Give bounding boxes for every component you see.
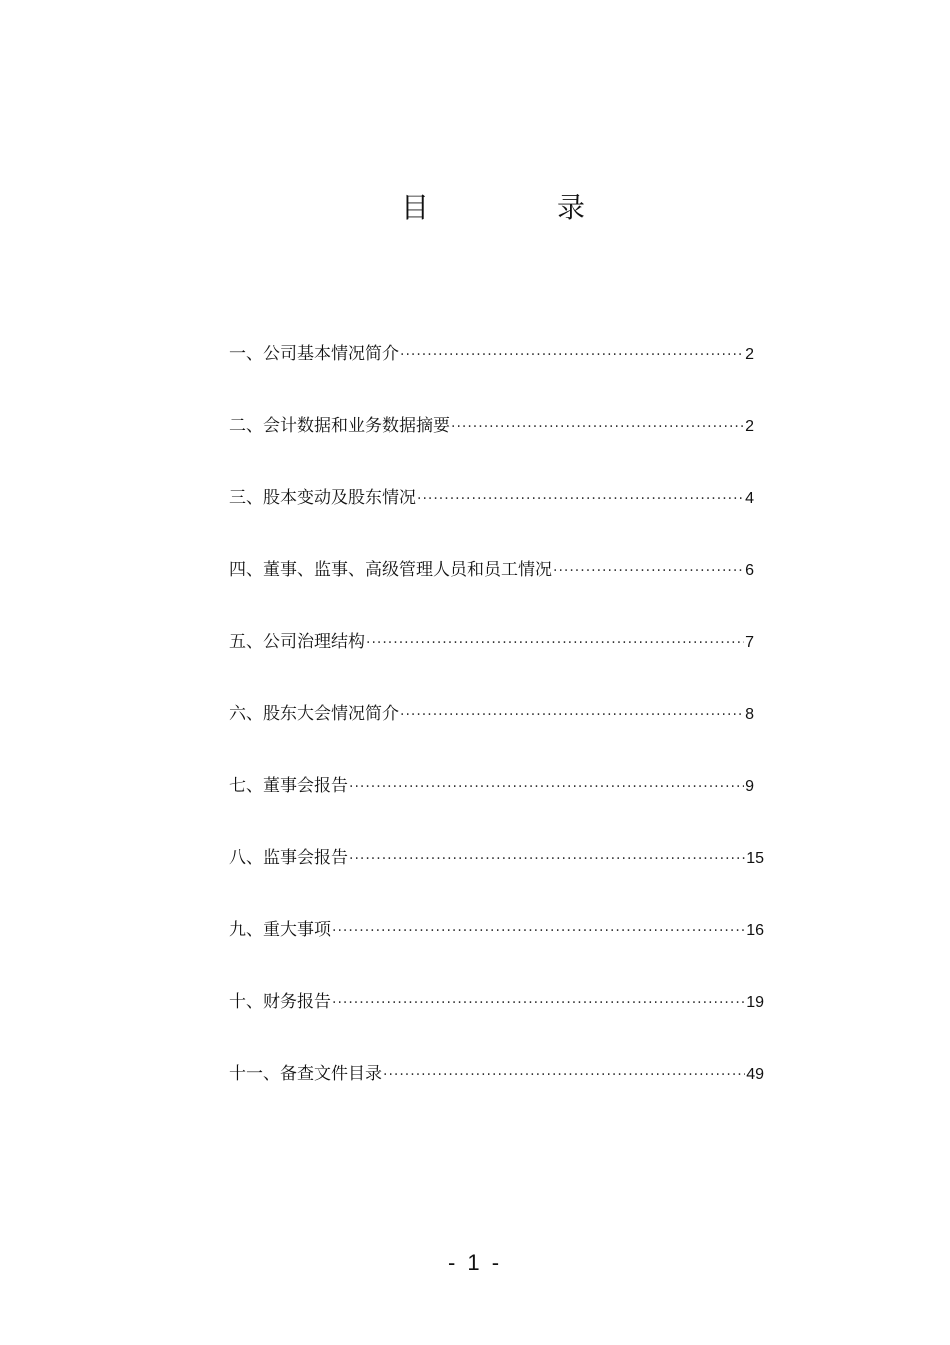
toc-item-label: 九、重大事项 xyxy=(229,920,331,940)
toc-item-1[interactable] xyxy=(229,340,764,368)
toc-item-label: 五、公司治理结构 xyxy=(229,632,365,652)
toc-item-2[interactable] xyxy=(229,412,764,440)
toc-item-8[interactable] xyxy=(229,844,764,872)
toc-item-page: 8 xyxy=(745,706,754,723)
toc-item-label: 四、董事、监事、高级管理人员和员工情况 xyxy=(229,560,552,580)
toc-leader-dots xyxy=(332,917,745,945)
toc-leader-dots xyxy=(400,701,744,729)
toc-leader-dots xyxy=(349,773,744,801)
toc-item-11[interactable] xyxy=(229,1060,764,1088)
toc-leader-dots xyxy=(332,989,745,1017)
toc-item-7[interactable] xyxy=(229,772,764,800)
toc-item-page: 19 xyxy=(746,994,764,1011)
toc-item-4[interactable] xyxy=(229,556,764,584)
toc-item-page: 49 xyxy=(746,1066,764,1083)
toc-item-page: 15 xyxy=(746,850,764,867)
toc-item-page: 9 xyxy=(745,778,754,795)
toc-item-9[interactable] xyxy=(229,916,764,944)
toc-item-page: 4 xyxy=(745,490,754,507)
toc-item-page: 6 xyxy=(745,562,754,579)
toc-item-label: 二、会计数据和业务数据摘要 xyxy=(229,416,450,436)
toc-item-page: 16 xyxy=(746,922,764,939)
toc-item-3[interactable] xyxy=(229,484,764,512)
toc-item-page: 7 xyxy=(745,634,754,651)
toc-item-6[interactable] xyxy=(229,700,764,728)
toc-item-label: 一、公司基本情况简介 xyxy=(229,344,399,364)
toc-item-label: 十一、备查文件目录 xyxy=(229,1064,382,1084)
toc-item-label: 十、财务报告 xyxy=(229,992,331,1012)
toc-item-10[interactable] xyxy=(229,988,764,1016)
toc-leader-dots xyxy=(400,341,744,369)
page-title xyxy=(0,186,950,230)
toc-item-page: 2 xyxy=(745,346,754,363)
toc-item-label: 七、董事会报告 xyxy=(229,776,348,796)
toc-item-label: 六、股东大会情况简介 xyxy=(229,704,399,724)
title-char-2: 录 xyxy=(557,191,586,224)
toc-item-5[interactable] xyxy=(229,628,764,656)
toc-leader-dots xyxy=(451,413,744,441)
toc-leader-dots xyxy=(349,845,745,873)
toc-item-label: 八、监事会报告 xyxy=(229,848,348,868)
toc-item-page: 2 xyxy=(745,418,754,435)
toc-leader-dots xyxy=(366,629,744,657)
toc-leader-dots xyxy=(383,1061,745,1089)
page-number: - 1 - xyxy=(447,1250,503,1275)
table-of-contents xyxy=(229,340,764,1132)
title-char-1: 目 xyxy=(401,191,430,224)
toc-leader-dots xyxy=(553,557,744,585)
toc-item-label: 三、股本变动及股东情况 xyxy=(229,488,416,508)
toc-leader-dots xyxy=(417,485,744,513)
